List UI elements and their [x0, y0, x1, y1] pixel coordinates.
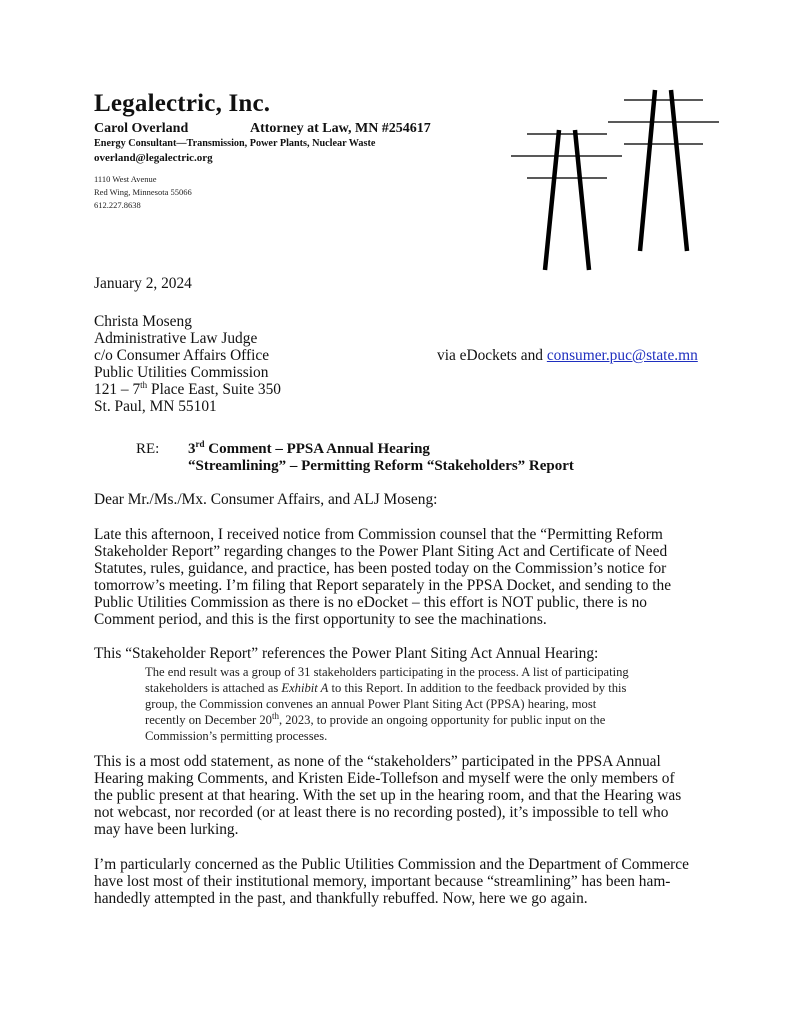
paragraph-line: the public present at that hearing. With the set up in the hearing room, and that the Hearing was: [94, 787, 682, 804]
letterhead-email: overland@legalectric.org: [94, 152, 213, 164]
paragraph-line: I’m particularly concerned as the Public Utilities Commission and the Department of Commerce: [94, 856, 689, 873]
quote-line: [145, 710, 606, 728]
paragraph-line: not webcast, nor recorded (or at least there is no recording posted), it’s impossible to tell who: [94, 804, 669, 821]
re-label: RE:: [136, 441, 160, 457]
recipient-office: c/o Consumer Affairs Office: [94, 347, 270, 364]
recipient-street-rest: Place East, Suite 350: [147, 381, 281, 398]
quote-text: , 2023, to provide an ongoing opportunity for public input on the: [278, 713, 606, 727]
recipient-city: St. Paul, MN 55101: [94, 398, 217, 415]
paragraph-line: Stakeholder Report” regarding changes to the Power Plant Siting Act and Certificate of Need: [94, 543, 668, 560]
paragraph-line: Hearing making Comments, and Kristen Eide-Tollefson and myself were the only members of: [94, 770, 675, 787]
recipient-name: Christa Moseng: [94, 313, 192, 330]
recipient-street-number: 121 – 7: [94, 381, 141, 398]
left-tower: [511, 130, 622, 270]
quote-exhibit-ref: Exhibit A: [281, 681, 329, 695]
salutation: Dear Mr./Ms./Mx. Consumer Affairs, and ALJ Moseng:: [94, 491, 438, 508]
paragraph-line: tomorrow’s meeting. I’m filing that Report separately in the PPSA Docket, and sending to the: [94, 577, 672, 594]
quote-line: group, the Commission convenes an annual Power Plant Siting Act (PPSA) hearing, most: [145, 697, 597, 711]
delivery-method: [437, 347, 698, 364]
quote-text: to this Report. In addition to the feedback provided by this: [328, 681, 627, 695]
recipient-agency: Public Utilities Commission: [94, 364, 269, 381]
paragraph-2: This “Stakeholder Report” references the Power Plant Siting Act Annual Hearing:: [94, 645, 599, 662]
re-subject-line-2: “Streamlining” – Permitting Reform “Stakeholders” Report: [188, 458, 574, 474]
company-name: Legalectric, Inc.: [94, 90, 271, 117]
paragraph-line: may have been lurking.: [94, 821, 239, 838]
paragraph-line: This is a most odd statement, as none of the “stakeholders” participated in the PPSA Annual: [94, 753, 661, 770]
re-ordinal-sup: rd: [195, 439, 205, 449]
re-subject-text: Comment – PPSA Annual Hearing: [204, 441, 430, 457]
re-ordinal: 3: [188, 441, 196, 457]
paragraph-line: Public Utilities Commission as there is no eDocket – this effort is NOT public, there is no: [94, 594, 648, 611]
delivery-text: via eDockets and: [437, 347, 547, 364]
quote-line: [145, 681, 626, 696]
recipient-street-sup: th: [140, 379, 148, 390]
paragraph-line: Statutes, rules, guidance, and practice, has been posted today on the Commission’s notice for: [94, 560, 667, 577]
address-phone: 612.227.8638: [94, 200, 141, 210]
quote-text: stakeholders is attached as: [145, 681, 282, 695]
paragraph-line: Comment period, and this is the first opportunity to see the machinations.: [94, 611, 547, 628]
transmission-towers-icon: [505, 85, 730, 275]
address-street: 1110 West Avenue: [94, 174, 157, 184]
quote-line: Commission’s permitting processes.: [145, 729, 328, 743]
recipient-title: Administrative Law Judge: [94, 330, 258, 347]
delivery-email-link[interactable]: consumer.puc@state.mn: [546, 347, 698, 364]
letter-date: January 2, 2024: [94, 275, 192, 292]
address-city: Red Wing, Minnesota 55066: [94, 187, 192, 197]
right-tower: [608, 90, 719, 251]
paragraph-line: handedly attempted in the past, and thankfully rebuffed. Now, here we go again.: [94, 890, 588, 907]
consultant-tagline: Energy Consultant—Transmission, Power Plants, Nuclear Waste: [94, 138, 376, 149]
attorney-name: Carol Overland: [94, 121, 189, 136]
re-subject-line-1: [188, 441, 430, 458]
quote-line: The end result was a group of 31 stakeholders participating in the process. A list of participating: [145, 665, 629, 679]
recipient-street: [94, 381, 281, 398]
quote-sup: th: [271, 710, 279, 721]
attorney-title: Attorney at Law, MN #254617: [250, 121, 431, 136]
quote-text: recently on December 20: [145, 713, 272, 727]
paragraph-line: Late this afternoon, I received notice from Commission counsel that the “Permitting Reform: [94, 526, 663, 543]
paragraph-line: have lost most of their institutional memory, important because “streamlining” has been ham-: [94, 873, 671, 890]
